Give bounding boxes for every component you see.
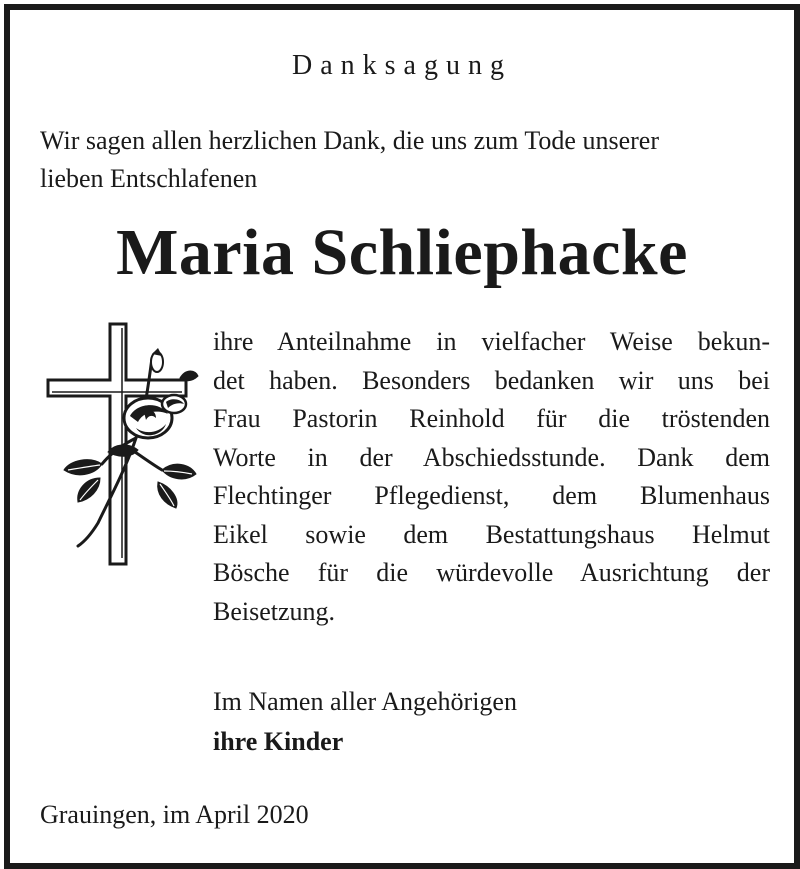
place-date: Grauingen, im April 2020 — [40, 800, 309, 829]
intro-text — [40, 122, 770, 198]
body-line: Flechtinger Pflegedienst, dem Blumenhaus — [213, 481, 770, 510]
cross-with-rose-icon — [40, 318, 200, 568]
body-line: Frau Pastorin Reinhold für die tröstenden — [213, 404, 770, 433]
closing-line: Im Namen aller Angehörigen — [213, 687, 517, 716]
intro-line: Wir sagen allen herzlichen Dank, die uns zum Tode unserer — [40, 126, 659, 155]
intro-line: lieben Entschlafenen — [40, 164, 258, 193]
body-line: ihre Anteilnahme in vielfacher Weise bekun- — [213, 327, 770, 356]
deceased-name: Maria Schliephacke — [116, 216, 688, 289]
body-line: Bösche für die würdevolle Ausrichtung der — [213, 558, 770, 587]
closing-block — [213, 682, 517, 762]
acknowledgement-text — [213, 323, 770, 631]
body-line: det haben. Besonders bedanken wir uns bei — [213, 365, 770, 395]
body-line: Worte in der Abschiedsstunde. Dank dem — [213, 442, 770, 472]
body-line: Beisetzung. — [213, 596, 336, 626]
body-line: Eikel sowie dem Bestattungshaus Helmut — [213, 519, 770, 549]
signature: ihre Kinder — [213, 727, 344, 756]
notice-frame — [4, 4, 800, 869]
notice-heading: Danksagung — [292, 50, 512, 81]
